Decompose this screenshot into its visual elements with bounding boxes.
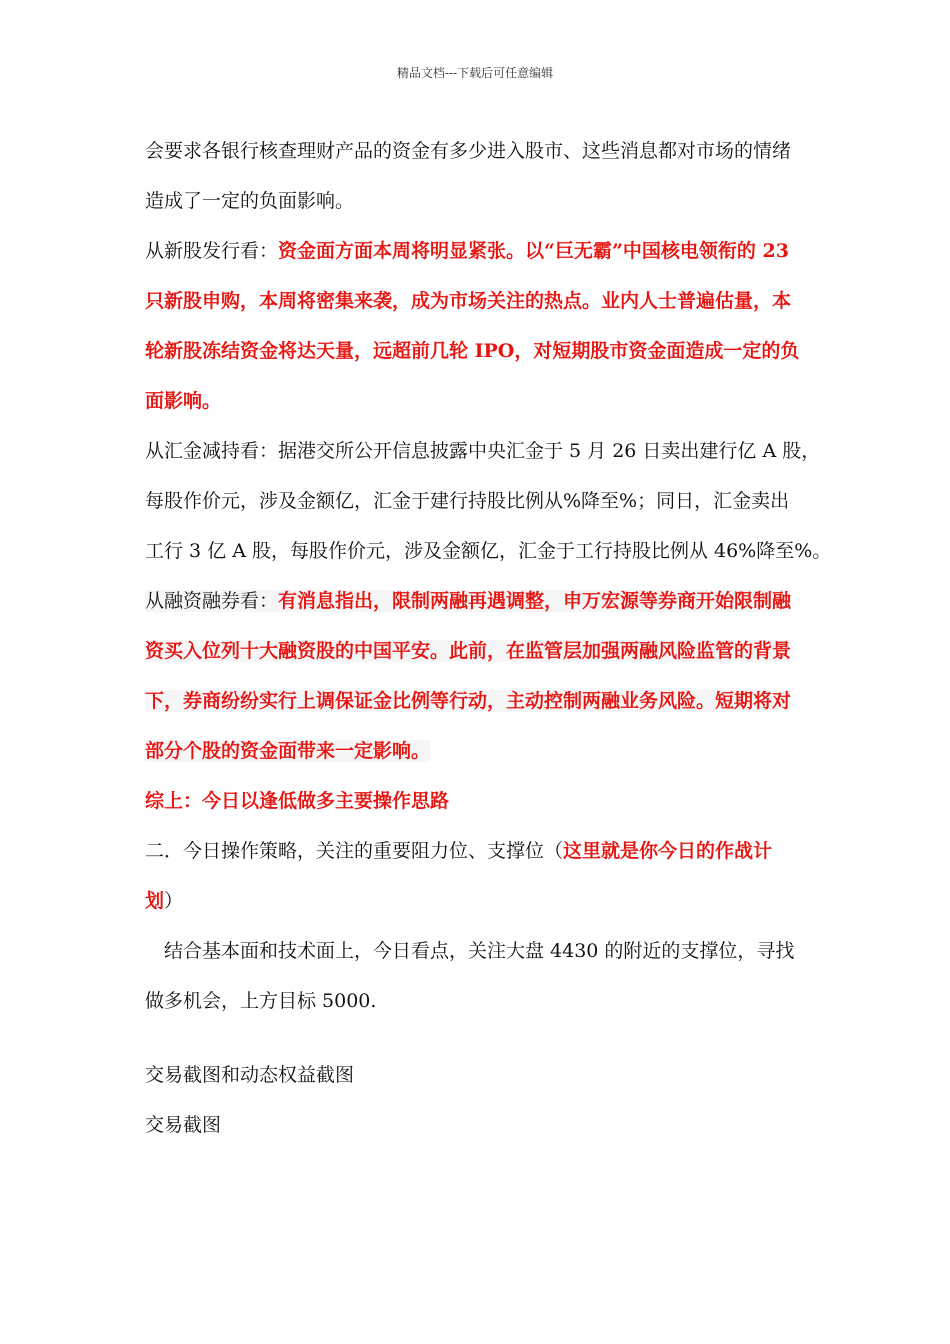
- document-body: [145, 133, 832, 1157]
- body-text: 每股作价元，涉及金额亿，汇金于建行持股比例从%降至%；同日，汇金卖出: [145, 490, 790, 512]
- text-line: [145, 783, 810, 833]
- body-text: 结合基本面和技术面上，今日看点，关注大盘 4430 的附近的支撑位，寻找: [145, 940, 795, 962]
- text-line: [145, 283, 810, 333]
- body-text: 从汇金减持看：据港交所公开信息披露中央汇金于 5 月 26 日卖出建行亿 A 股，: [145, 440, 821, 462]
- text-line: [145, 533, 832, 583]
- emphasis-text: 下，券商纷纷实行上调保证金比例等行动，主动控制两融业务风险。短期将对: [145, 690, 792, 712]
- text-line: [145, 983, 810, 1033]
- text-line: [145, 383, 810, 433]
- emphasis-text: 划: [145, 890, 165, 912]
- text-line: [145, 433, 821, 483]
- body-text: 从新股发行看：: [145, 240, 279, 262]
- emphasis-text: 综上：今日以逢低做多主要操作思路: [145, 790, 450, 812]
- emphasis-text: 轮新股冻结资金将达天量，远超前几轮 IPO，对短期股市资金面造成一定的负: [145, 340, 800, 362]
- text-line: [145, 683, 810, 733]
- body-text: 交易截图: [145, 1114, 222, 1136]
- body-text: 造成了一定的负面影响。: [145, 190, 355, 212]
- emphasis-text: 资买入位列十大融资股的中国平安。此前，在监管层加强两融风险监管的背景: [145, 640, 792, 662]
- emphasis-text: 资金面方面本周将明显紧张。以“巨无霸”中国核电领衔的 23: [278, 240, 789, 262]
- text-line: [145, 1107, 810, 1157]
- emphasis-text: 只新股申购，本周将密集来袭，成为市场关注的热点。业内人士普遍估量，本: [145, 290, 792, 312]
- text-line: [145, 583, 810, 633]
- text-line: [145, 133, 810, 183]
- text-line: [145, 933, 810, 983]
- page-header: 精品文档---下载后可任意编辑: [396, 66, 554, 80]
- body-text: 交易截图和动态权益截图: [145, 1064, 355, 1086]
- text-line: [145, 333, 810, 383]
- text-line: [145, 633, 810, 683]
- body-text: 二．今日操作策略，关注的重要阻力位、支撑位（: [145, 840, 564, 862]
- paragraph-gap: [145, 1033, 810, 1057]
- body-text: 做多机会，上方目标 5000.: [145, 990, 377, 1012]
- body-text: ）: [164, 890, 184, 912]
- body-text: 会要求各银行核查理财产品的资金有多少进入股市、这些消息都对市场的情绪: [145, 140, 792, 162]
- text-line: [145, 1057, 810, 1107]
- text-line: [145, 733, 810, 783]
- emphasis-text: 这里就是你今日的作战计: [563, 840, 773, 862]
- text-line: [145, 233, 810, 283]
- text-line: [145, 833, 810, 883]
- emphasis-text: 面影响。: [145, 390, 222, 412]
- emphasis-text: 部分个股的资金面带来一定影响。: [145, 740, 431, 762]
- body-text: 从融资融券看：: [145, 590, 279, 612]
- text-line: [145, 183, 810, 233]
- text-line: [145, 883, 810, 933]
- body-text: 工行 3 亿 A 股，每股作价元，涉及金额亿，汇金于工行持股比例从 46%降至%。: [145, 540, 832, 562]
- text-line: [145, 483, 810, 533]
- emphasis-text: 有消息指出，限制两融再遇调整，申万宏源等券商开始限制融: [278, 590, 792, 612]
